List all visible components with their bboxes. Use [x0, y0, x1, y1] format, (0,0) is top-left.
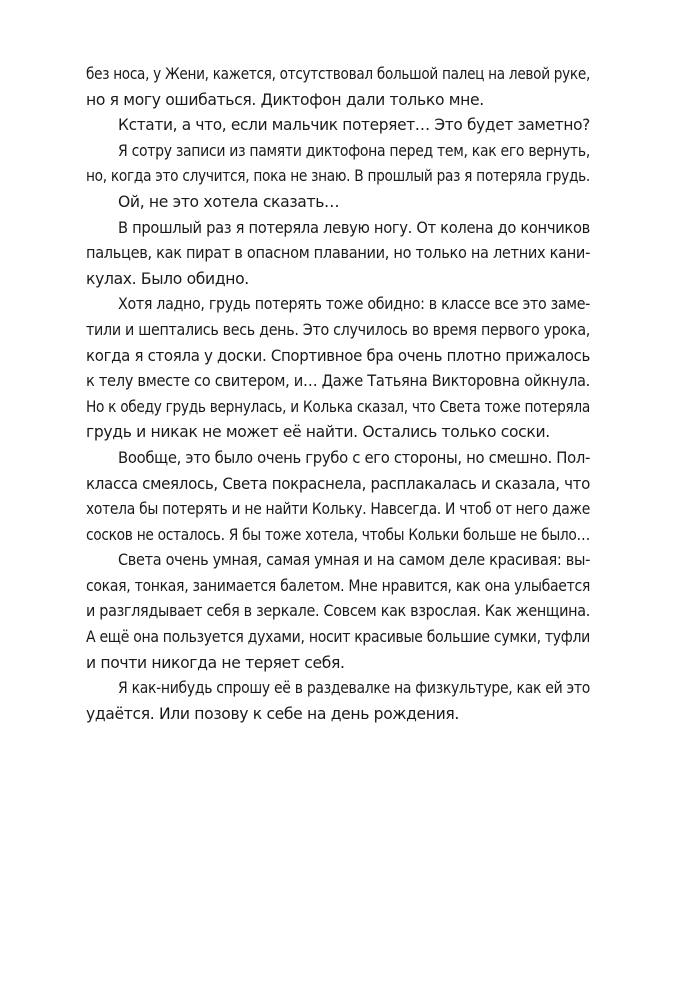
text-line: но, когда это случится, пока не знаю. В прошлый раз я потеряла грудь. — [86, 167, 590, 186]
body-text — [86, 62, 590, 727]
paragraph — [86, 139, 590, 190]
text-line: без носа, у Жени, кажется, отсутствовал большой палец на левой руке, — [86, 65, 590, 83]
text-line: сосков не осталось. Я бы тоже хотела, чтобы Кольки больше не было… — [86, 525, 590, 544]
text-line: пальцев, как пират в опасном плавании, но только на летних кани- — [86, 244, 590, 263]
paragraph — [86, 548, 590, 676]
paragraph — [86, 216, 590, 293]
text-line: удаётся. Или позову к себе на день рождения. — [86, 704, 460, 723]
paragraph — [86, 113, 590, 139]
text-line: сокая, тонкая, занимается балетом. Мне нравится, как она улыбается — [86, 576, 590, 595]
text-line: к телу вместе со свитером, и… Даже Татьяна Викторовна ойкнула. — [86, 372, 590, 391]
text-line: Вообще, это было очень грубо с его стороны, но смешно. Пол- — [118, 448, 590, 467]
paragraph — [86, 676, 590, 727]
text-line: и почти никогда не теряет себя. — [86, 653, 345, 672]
text-line: тили и шептались весь день. Это случилось во время первого урока, — [86, 320, 590, 339]
text-line: когда я стояла у доски. Спортивное бра очень плотно прижалось — [86, 346, 590, 365]
text-line: А ещё она пользуется духами, носит красивые большие сумки, туфли — [86, 628, 590, 647]
text-line: и разглядывает себя в зеркале. Совсем как взрослая. Как женщина. — [86, 602, 590, 621]
paragraph — [86, 446, 590, 548]
text-line: В прошлый раз я потеряла левую ногу. От колена до кончиков — [118, 218, 590, 237]
text-line: класса смеялось, Света покраснела, расплакалась и сказала, что — [86, 474, 590, 493]
text-line: Света очень умная, самая умная и на самом деле красивая: вы- — [118, 551, 590, 570]
text-line: Кстати, а что, если мальчик потеряет… Это будет заметно? — [118, 116, 590, 135]
paragraph — [86, 190, 590, 216]
text-line: хотела бы потерять и не найти Кольку. Навсегда. И чтоб от него даже — [86, 500, 590, 519]
paragraph — [86, 62, 590, 113]
text-line: но я могу ошибаться. Диктофон дали только мне. — [86, 90, 484, 109]
text-line: Но к обеду грудь вернулась, и Колька сказал, что Света тоже потеряла — [86, 397, 590, 416]
text-line: грудь и никак не может её найти. Остались только соски. — [86, 423, 550, 442]
paragraph — [86, 292, 590, 446]
text-line: Я как-нибудь спрошу её в раздевалке на физкультуре, как ей это — [118, 679, 590, 698]
text-line: Я сотру записи из памяти диктофона перед тем, как его вернуть, — [118, 141, 590, 160]
text-line: Хотя ладно, грудь потерять тоже обидно: в классе все это заме- — [118, 295, 590, 314]
text-line: кулах. Было обидно. — [86, 269, 249, 288]
text-line: Ой, не это хотела сказать… — [118, 192, 340, 211]
